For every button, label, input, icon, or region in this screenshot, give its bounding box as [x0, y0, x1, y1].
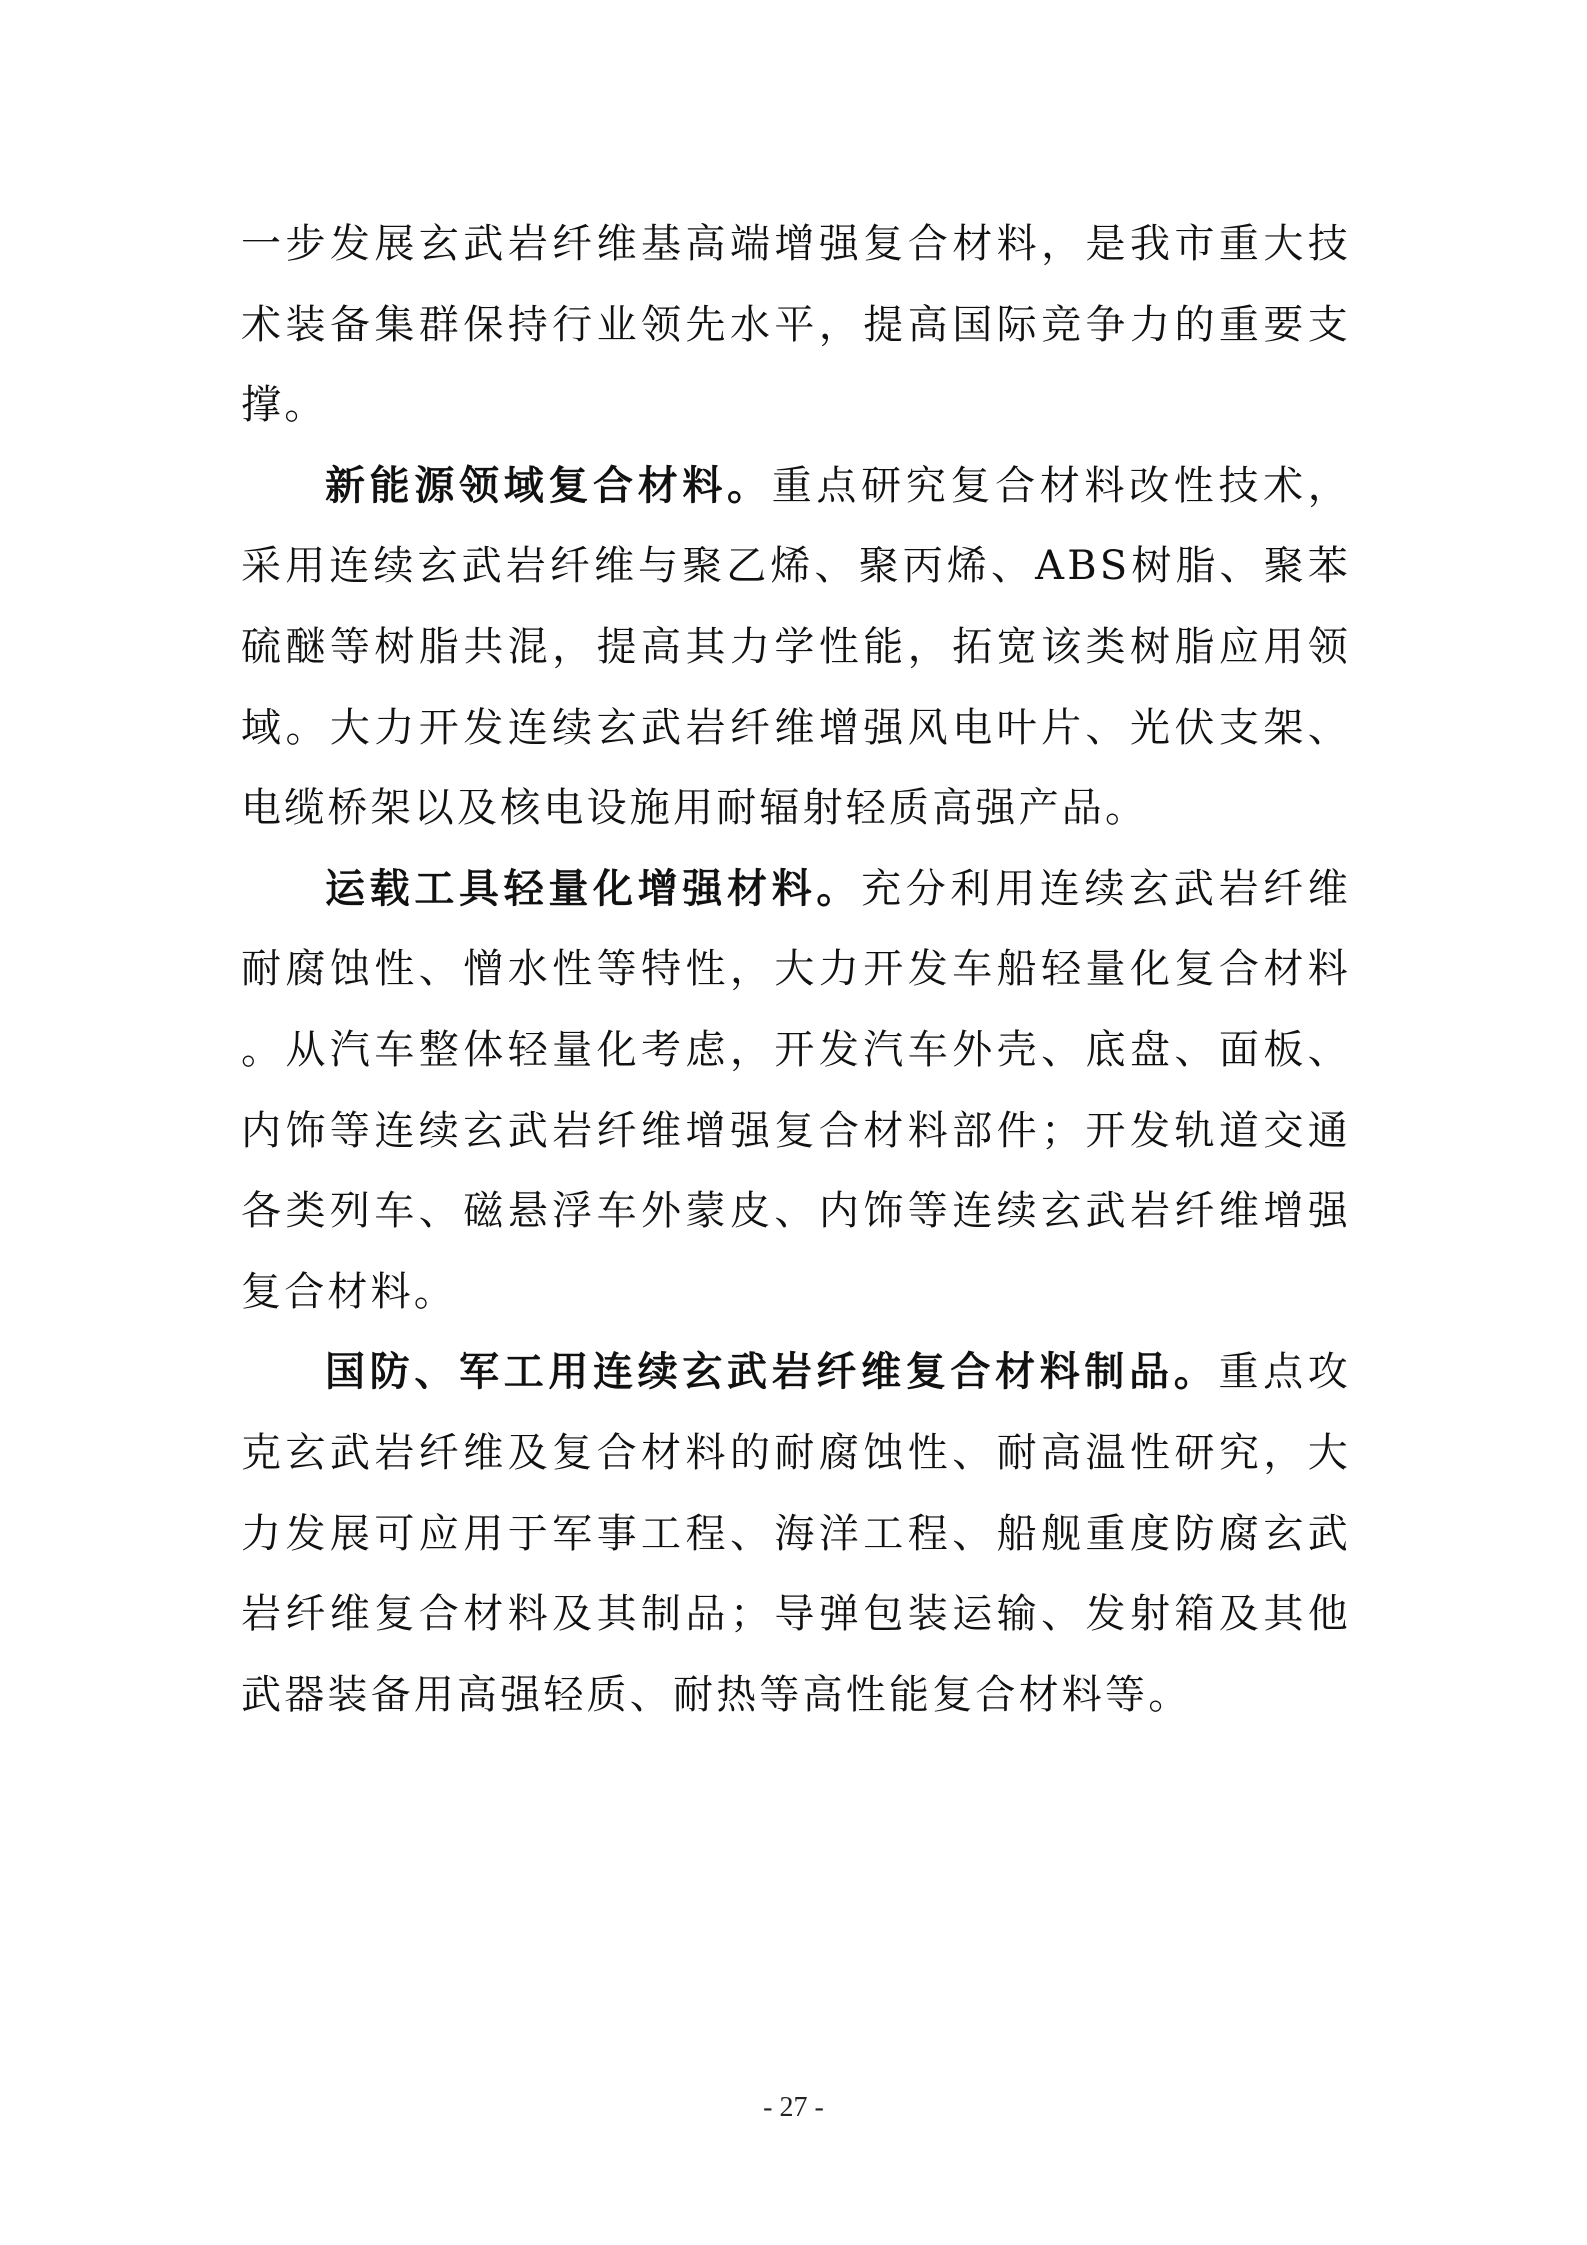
paragraph-new-energy — [241, 446, 1351, 849]
paragraph-heading: 新能源领域复合材料。 — [325, 461, 772, 509]
paragraph-continuation — [241, 204, 1351, 446]
paragraph-defense — [241, 1332, 1351, 1735]
paragraph-heading: 运载工具轻量化增强材料。 — [325, 864, 862, 912]
paragraph-text: 重点攻克玄武岩纤维及复合材料的耐腐蚀性、耐高温性研究，大力发展可应用于军事工程、海洋工程、船舰重度防腐玄武岩纤维复合材料及其制品；导弹包装运输、发射箱及其他武器装备用高强轻质、耐热等高性能复合材料等。 — [241, 1349, 1351, 1718]
body-text — [241, 204, 1351, 1735]
paragraph-text: 重点研究复合材料改性技术，采用连续玄武岩纤维与聚乙烯、聚丙烯、ABS树脂、聚苯硫醚等树脂共混，提高其力学性能，拓宽该类树脂应用领域。大力开发连续玄武岩纤维增强风电叶片、光伏支架、电缆桥架以及核电设施用耐辐射轻质高强产品。 — [241, 462, 1352, 832]
paragraph-text: 充分利用连续玄武岩纤维耐腐蚀性、憎水性等特性，大力开发车船轻量化复合材料。从汽车整体轻量化考虑，开发汽车外壳、底盘、面板、内饰等连续玄武岩纤维增强复合材料部件；开发轨道交通各类列车、磁悬浮车外蒙皮、内饰等连续玄武岩纤维增强复合材料。 — [241, 865, 1352, 1315]
page-number: - 27 - — [763, 2092, 824, 2123]
paragraph-lightweight-vehicles — [241, 849, 1351, 1333]
paragraph-heading: 国防、军工用连续玄武岩纤维复合材料制品。 — [325, 1348, 1219, 1396]
paragraph-text: 一步发展玄武岩纤维基高端增强复合材料，是我市重大技术装备集群保持行业领先水平，提高国际竞争力的重要支撑。 — [241, 221, 1351, 429]
